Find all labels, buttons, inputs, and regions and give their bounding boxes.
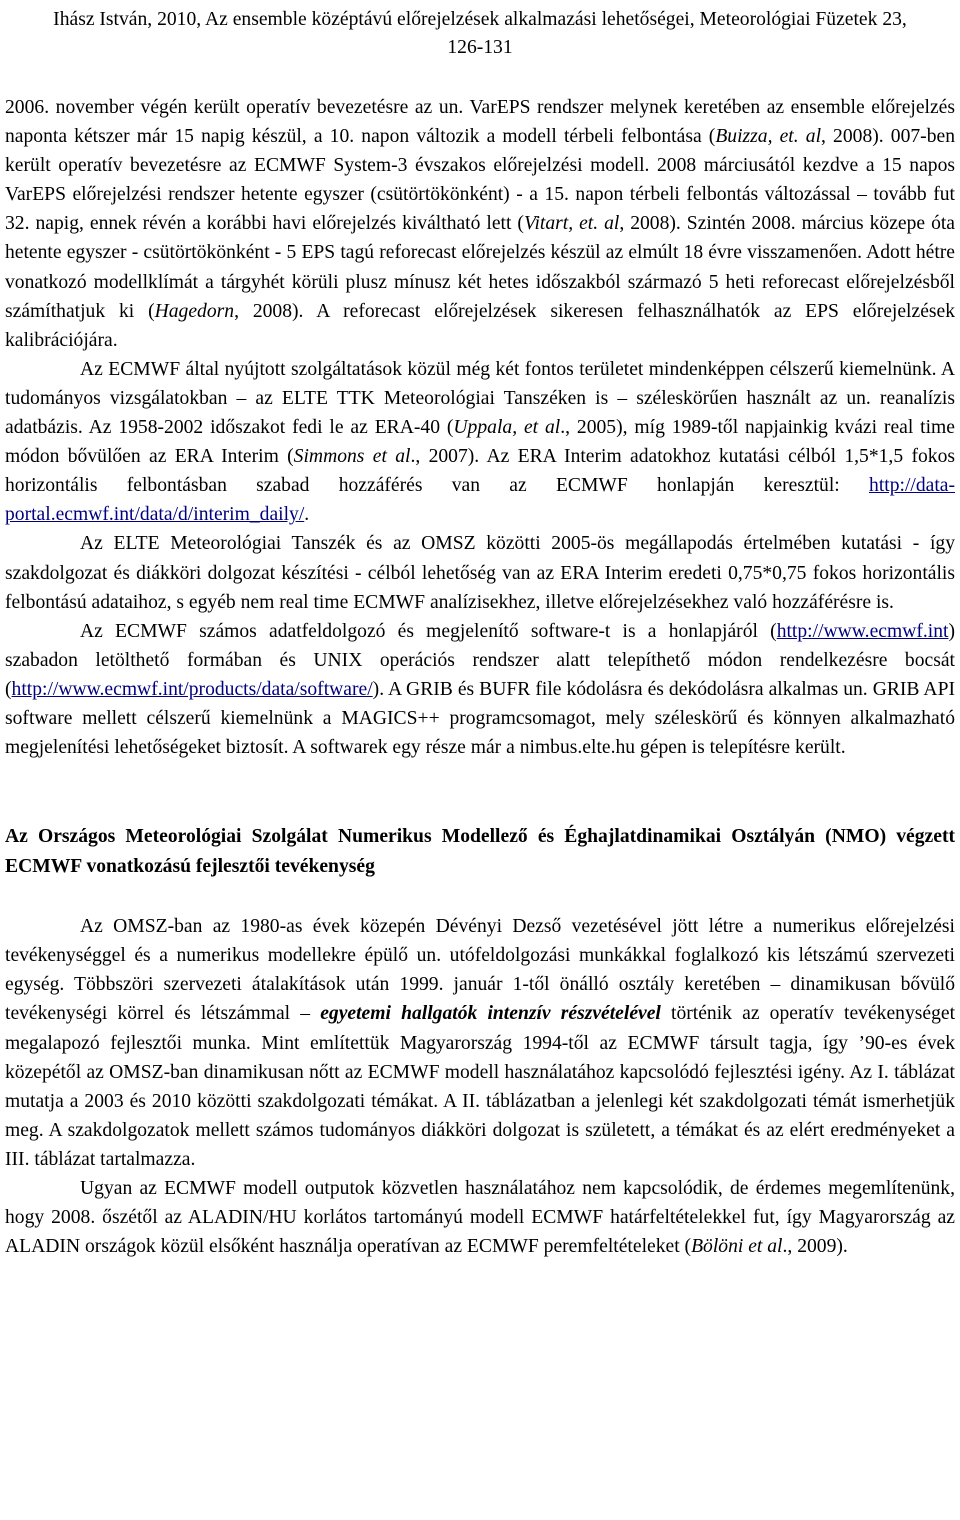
main-text bbox=[5, 93, 955, 762]
document-page bbox=[5, 0, 955, 1261]
ecmwf-home-link[interactable]: http://www.ecmwf.int bbox=[776, 620, 949, 642]
paragraph-vareps: 2006. november végén került operatív bevezetésre az un. VarEPS rendszer melynek keretében az ensemble előrejelzés naponta kétszer már 15 napig készül, a 10. napon változik a modell térbeli felbontása (Buizza, et. al, 2008). 007-ben került operatív bevezetésre az ECMWF System-3 évszakos előrejelzési modell. 2008 márciusától kezdve a 15 napos VarEPS előrejelzési rendszer hetente egyszer (csütörtökönként) - a 15. napon térbeli felbontás változással – tovább fut 32. napig, ennek révén a korábbi havi előrejelzés kiváltható lett (Vitart, et. al, 2008). Szintén 2008. március közepe óta hetente egyszer - csütörtökönként - 5 EPS tagú reforecast előrejelzés készül az elmúlt 18 évre visszamenően. Adott hétre vonatkozó modellklímát a tárgyhét körüli plusz mínusz két hetes időszakból származó 5 heti reforecast előrejelzésből számíthatjuk ki (Hagedorn, 2008). A reforecast előrejelzések sikeresen felhasználhatók az EPS előrejelzések kalibrációjára. bbox=[5, 97, 956, 351]
ecmwf-software-link[interactable]: http://www.ecmwf.int/products/data/software/ bbox=[11, 678, 373, 700]
section-heading: Az Országos Meteorológiai Szolgálat Numerikus Modellező és Éghajlatdinamikai Osztályán (NMO) végzett ECMWF vonatkozású fejlesztői tevékenység bbox=[5, 826, 955, 878]
header-pages: 126-131 bbox=[447, 37, 513, 58]
era-interim-link[interactable]: http://data-portal.ecmwf.int/data/d/interim_daily/ bbox=[5, 475, 955, 526]
paragraph-era-interim: Az ECMWF által nyújtott szolgáltatások közül még két fontos területet mindenképpen célszerű kiemelnünk. A tudományos vizsgálatokban – az ELTE TTK Meteorológiai Tanszéken is – széleskörűen használt az un. reanalízis adatbázis. Az 1958-2002 időszakot fedi le az ERA-40 (Uppala, et al., 2005), míg 1989-től napjainkig kvázi real time módon bővülően az ERA Interim (Simmons et al., 2007). Az ERA Interim adatokhoz kutatási célból 1,5*1,5 fokos horizontális felbontásban szabad hozzáférés van az ECMWF honlapján keresztül: http://data-portal.ecmwf.int/data/d/interim_daily/. bbox=[5, 358, 955, 526]
paragraph-software: Az ECMWF számos adatfeldolgozó és megjelenítő software-t is a honlapjáról (http://www.ecmwf.int) szabadon letölthető formában és UNIX operációs rendszer alatt telepíthető módon rendelkezésre bocsát (http://www.ecmwf.int/products/data/software/). A GRIB és BUFR file kódolásra és dekódolásra alkalmas un. GRIB API software mellett célszerű kiemelnünk a MAGICS++ programcsomagot, mely széleskörű és könnyen alkalmazható megjelenítési lehetőségeket biztosít. A softwarek egy része már a nimbus.elte.hu gépen is telepítésre került. bbox=[5, 620, 955, 759]
header-citation: Ihász István, 2010, Az ensemble középtávú előrejelzések alkalmazási lehetőségei, Meteorológiai Füzetek 23, bbox=[53, 9, 907, 30]
paragraph-elte-omsz-agreement: Az ELTE Meteorológiai Tanszék és az OMSZ közötti 2005-ös megállapodás értelmében kutatási - így szakdolgozat és diákköri dolgozat készítési - célból lehetőség van az ERA Interim eredeti 0,75*0,75 fokos horizontális felbontású adataihoz, s egyéb nem real time ECMWF analízisekhez, illetve előrejelzésekhez való hozzáférésre is. bbox=[5, 533, 955, 613]
running-header bbox=[5, 6, 955, 62]
paragraph-aladin: Ugyan az ECMWF modell outputok közvetlen használatához nem kapcsolódik, de érdemes megemlítenünk, hogy 2008. őszétől az ALADIN/HU korlátos tartományú modell ECMWF határfeltételekkel fut, így Magyarország az ALADIN országok közül elsőként használja operatívan az ECMWF peremfeltételeket (Bölöni et al., 2009). bbox=[5, 1178, 955, 1258]
section-text bbox=[5, 912, 955, 1261]
paragraph-omsz-history: Az OMSZ-ban az 1980-as évek közepén Dévényi Dezső vezetésével jött létre a numerikus előrejelzési tevékenységgel és a numerikus modellekre épülő un. utófeldolgozási munkákkal foglalkozó kis létszámú szervezeti egység. Többszöri szervezeti átalakítások után 1999. január 1-től önálló osztály keretében – dinamikusan bővülő tevékenységi körrel és létszámmal – egyetemi hallgatók intenzív részvételével történik az operatív tevékenységet megalapozó fejlesztői munka. Mint említettük Magyarország 1994-től az ECMWF társult tagja, így ’90-es évek közepétől az OMSZ-ban dinamikusan nőtt az ECMWF modell használatához kapcsolódó fejlesztési igény. Az I. táblázat mutatja a 2003 és 2010 közötti szakdolgozati témákat. A II. táblázatban a jelenlegi két szakdolgozati témát ismerhetjük meg. A szakdolgozatok mellett számos tudományos diákköri dolgozat is született, a témákat és az elért eredményeket a III. táblázat tartalmazza. bbox=[5, 916, 956, 1170]
